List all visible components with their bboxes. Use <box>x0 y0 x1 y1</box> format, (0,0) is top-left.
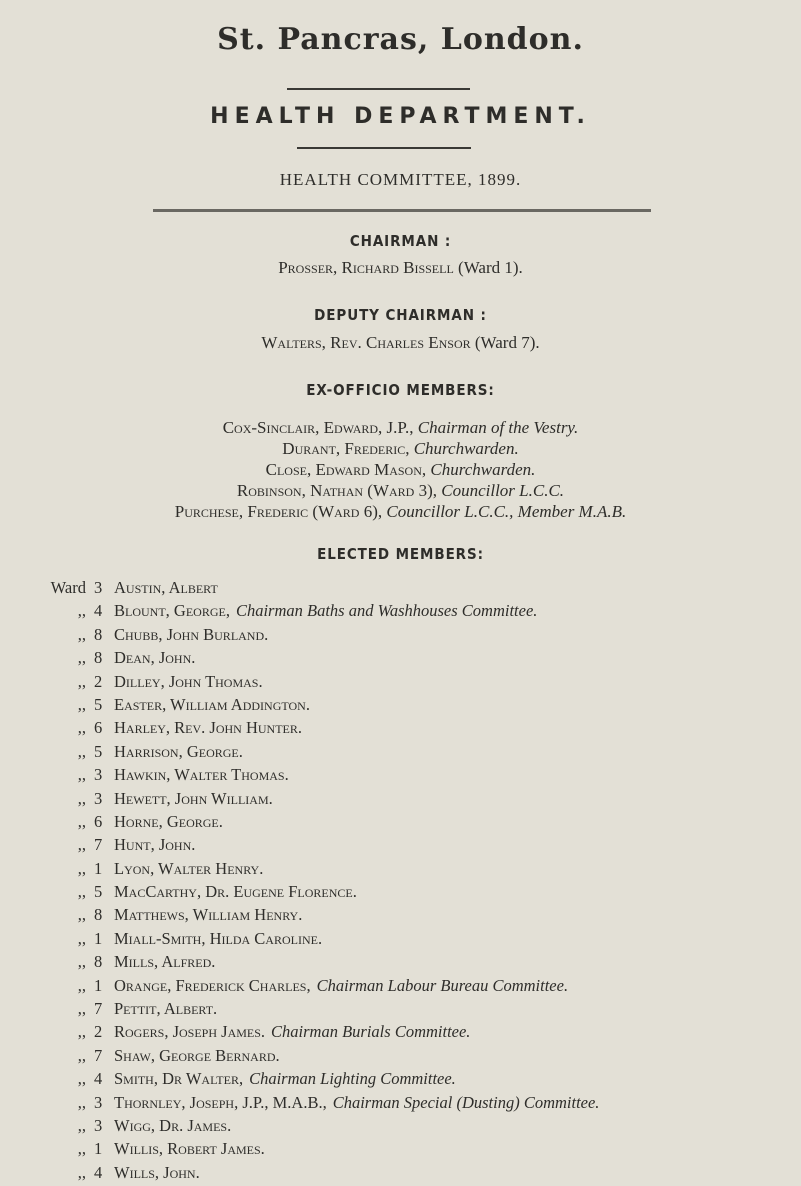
member-name: Austin, Albert <box>114 578 218 597</box>
member-name: Smith, Dr Walter, <box>114 1069 244 1089</box>
ward-label: ,, <box>77 694 86 714</box>
elected-member-row <box>46 765 599 788</box>
elected-member-row <box>46 905 599 928</box>
member-name: Blount, George, <box>114 601 230 621</box>
elected-member-row <box>46 1046 599 1069</box>
divider <box>153 209 651 212</box>
member-name: Wigg, Dr. James. <box>114 1115 232 1135</box>
member-name: Close, Edward Mason, <box>265 460 427 479</box>
ward-number: 5 <box>94 741 103 761</box>
ward-number: 1 <box>94 1139 103 1159</box>
ward-number: 5 <box>94 694 103 714</box>
member-name: Easter, William Addington. <box>114 694 310 714</box>
ward-label: ,, <box>77 1069 86 1089</box>
ward-number: 1 <box>94 975 103 995</box>
deputy-ward: (Ward 7). <box>474 333 540 352</box>
member-name: Shaw, George Bernard. <box>114 1045 280 1065</box>
ward-number: 1 <box>94 928 103 948</box>
ward-label: ,, <box>77 718 86 738</box>
member-role: Chairman Lighting Committee. <box>249 1069 456 1089</box>
member-name: Robinson, Nathan (Ward 3), <box>236 481 437 500</box>
member-name: Hawkin, Walter Thomas. <box>114 765 289 785</box>
document-title: St. Pancras, London. <box>217 22 584 57</box>
member-role: Churchwarden. <box>413 439 519 458</box>
ward-label: ,, <box>77 788 86 808</box>
elected-member-row <box>46 672 599 695</box>
member-name: Purchese, Frederic (Ward 6), <box>174 502 383 521</box>
member-name: Dilley, John Thomas. <box>114 671 263 691</box>
elected-member-row <box>46 882 599 905</box>
ward-label: ,, <box>77 624 86 644</box>
ward-label: ,, <box>77 858 86 878</box>
elected-members-list <box>46 578 599 1186</box>
ward-label: ,, <box>77 648 86 668</box>
divider <box>297 147 471 149</box>
member-name: Cox-Sinclair, Edward, J.P., <box>222 418 414 437</box>
member-name: Chubb, John Burland. <box>114 624 269 644</box>
member-role: Councillor L.C.C., Member M.A.B. <box>386 502 627 521</box>
ward-label: ,, <box>77 1045 86 1065</box>
elected-member-row <box>46 976 599 999</box>
member-name: Pettit, Albert. <box>114 999 218 1019</box>
member-name: Lyon, Walter Henry. <box>114 858 264 878</box>
elected-member-row <box>46 812 599 835</box>
member-name: Wills, John. <box>114 1162 200 1182</box>
ward-label: ,, <box>77 952 86 972</box>
ward-number: 2 <box>94 1022 103 1042</box>
elected-heading: ELECTED MEMBERS: <box>317 545 484 563</box>
ward-label: ,, <box>77 765 86 785</box>
ex-officio-member <box>0 460 801 480</box>
ward-number: 8 <box>94 648 103 668</box>
ward-label: ,, <box>77 928 86 948</box>
ward-label: Ward <box>50 578 86 597</box>
ward-label: ,, <box>77 811 86 831</box>
ward-number: 4 <box>94 1069 103 1089</box>
deputy-heading: DEPUTY CHAIRMAN : <box>314 306 487 324</box>
ward-number: 1 <box>94 858 103 878</box>
member-role: Councillor L.C.C. <box>441 481 565 500</box>
ward-number: 8 <box>94 952 103 972</box>
member-name: Willis, Robert James. <box>114 1139 265 1159</box>
ward-label: ,, <box>77 1162 86 1182</box>
ward-number: 6 <box>94 811 103 831</box>
chairman-heading: CHAIRMAN : <box>349 232 452 250</box>
ward-number: 7 <box>94 835 103 855</box>
ward-number: 3 <box>94 1092 103 1112</box>
ward-label: ,, <box>77 882 86 902</box>
ward-label: ,, <box>77 1092 86 1112</box>
elected-member-row <box>46 1116 599 1139</box>
member-role: Chairman Burials Committee. <box>271 1022 471 1042</box>
member-name: Miall-Smith, Hilda Caroline. <box>114 928 323 948</box>
elected-member-row <box>46 1139 599 1162</box>
member-role: Chairman Labour Bureau Committee. <box>316 975 569 995</box>
ward-number: 6 <box>94 718 103 738</box>
ward-label: ,, <box>77 601 86 621</box>
member-role: Chairman of the Vestry. <box>417 418 579 437</box>
ward-number: 7 <box>94 999 103 1019</box>
ward-label: ,, <box>77 905 86 925</box>
member-role: Chairman Baths and Washhouses Committee. <box>235 601 538 621</box>
elected-member-row <box>46 695 599 718</box>
elected-member-row <box>46 835 599 858</box>
elected-member-row <box>46 952 599 975</box>
ward-label: ,, <box>77 835 86 855</box>
ward-label: ,, <box>77 1022 86 1042</box>
ex-officio-member <box>0 418 801 438</box>
ward-number: 4 <box>94 601 103 621</box>
committee-heading: HEALTH COMMITTEE, 1899. <box>279 170 522 189</box>
ward-number: 3 <box>94 788 103 808</box>
ward-number: 7 <box>94 1045 103 1065</box>
elected-member-row <box>46 648 599 671</box>
ward-number: 4 <box>94 1162 103 1182</box>
elected-member-row <box>46 578 599 601</box>
department-heading: HEALTH DEPARTMENT. <box>210 104 591 129</box>
ward-label: ,, <box>77 975 86 995</box>
member-name: Dean, John. <box>114 648 196 668</box>
elected-member-row <box>46 859 599 882</box>
member-name: Hewett, John William. <box>114 788 273 808</box>
chairman-ward: (Ward 1). <box>458 258 523 277</box>
elected-member-row <box>46 1069 599 1092</box>
elected-member-row <box>46 1093 599 1116</box>
member-name: Rogers, Joseph James. <box>114 1022 266 1042</box>
elected-member-row <box>46 789 599 812</box>
ward-number: 2 <box>94 671 103 691</box>
member-role: Churchwarden. <box>430 460 536 479</box>
member-name: Mills, Alfred. <box>114 952 216 972</box>
elected-member-row <box>46 742 599 765</box>
ward-number: 5 <box>94 882 103 902</box>
ex-officio-member <box>0 481 801 501</box>
ex-officio-member <box>0 439 801 459</box>
deputy-name: Walters, Rev. Charles Ensor <box>261 333 471 352</box>
ward-number: 8 <box>94 624 103 644</box>
member-name: Harrison, George. <box>114 741 243 761</box>
ward-label: ,, <box>77 1115 86 1135</box>
elected-member-row <box>46 1163 599 1186</box>
member-role: Chairman Special (Dusting) Committee. <box>332 1092 600 1112</box>
ex-officio-member <box>0 502 801 522</box>
elected-member-row <box>46 601 599 624</box>
member-name: Horne, George. <box>114 811 223 831</box>
chairman-name: Prosser, Richard Bissell <box>278 258 454 277</box>
ward-number: 3 <box>94 765 103 785</box>
ward-label: ,, <box>77 999 86 1019</box>
ex-officio-heading: EX-OFFICIO MEMBERS: <box>306 381 495 399</box>
ward-number: 3 <box>94 578 103 597</box>
ward-label: ,, <box>77 671 86 691</box>
chairman-line <box>0 258 801 278</box>
elected-member-row <box>46 718 599 741</box>
ward-label: ,, <box>77 741 86 761</box>
elected-member-row <box>46 999 599 1022</box>
member-name: MacCarthy, Dr. Eugene Florence. <box>114 882 357 902</box>
elected-member-row <box>46 625 599 648</box>
divider <box>287 88 470 90</box>
ward-number: 8 <box>94 905 103 925</box>
ward-label: ,, <box>77 1139 86 1159</box>
elected-member-row <box>46 929 599 952</box>
member-name: Orange, Frederick Charles, <box>114 975 311 995</box>
member-name: Harley, Rev. John Hunter. <box>114 718 302 738</box>
member-name: Matthews, William Henry. <box>114 905 303 925</box>
member-name: Hunt, John. <box>114 835 196 855</box>
elected-member-row <box>46 1022 599 1045</box>
ward-number: 3 <box>94 1115 103 1135</box>
member-name: Thornley, Joseph, J.P., M.A.B., <box>114 1092 327 1112</box>
member-name: Durant, Frederic, <box>282 439 410 458</box>
deputy-line <box>0 333 801 353</box>
